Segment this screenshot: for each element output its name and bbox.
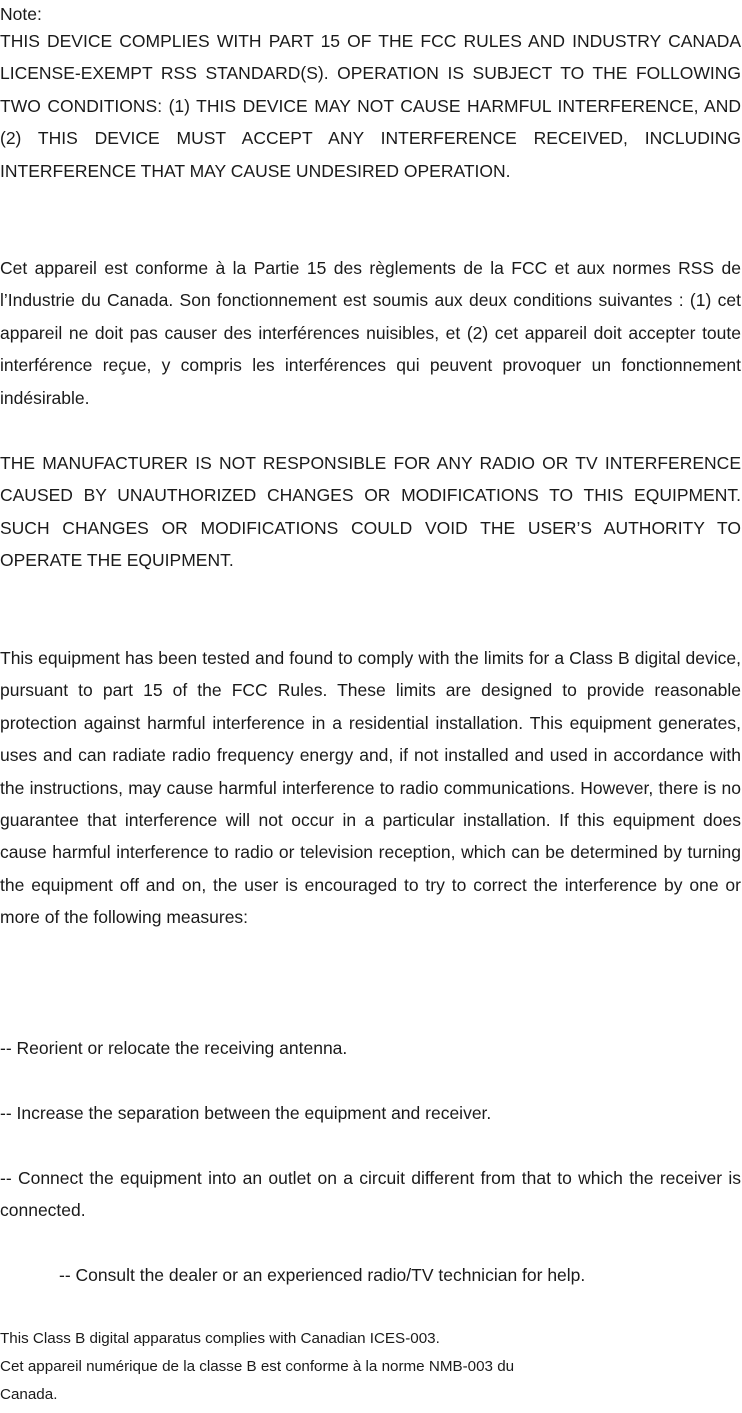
note-label: Note: <box>0 4 42 24</box>
measure-consult-dealer: -- Consult the dealer or an experienced radio/TV technician for help. <box>59 1265 586 1285</box>
ices-compliance-en: This Class B digital apparatus complies with Canadian ICES-003. <box>0 1330 440 1347</box>
measure-different-circuit: -- Connect the equipment into an outlet on a circuit different from that to which the receiver is connected. <box>0 1168 741 1221</box>
class-b-statement: This equipment has been tested and found to comply with the limits for a Class B digital device, pursuant to part 15 of the FCC Rules. These limits are designed to provide reasonable protection against harmful interference in a residential installation. This equipment generates, uses and can radiate radio frequency energy and, if not installed and used in accordance with the instructions, may cause harmful interference to radio communications. However, there is no guarantee that interference will not occur in a particular installation. If this equipment does cause harmful interference to radio or television reception, which can be determined by turning the equipment off and on, the user is encouraged to try to correct the interference by one or more of the following measures: <box>0 648 741 928</box>
ices-compliance-fr-line-1: Cet appareil numérique de la classe B est conforme à la norme NMB-003 du <box>0 1358 515 1375</box>
manufacturer-disclaimer: THE MANUFACTURER IS NOT RESPONSIBLE FOR ANY RADIO OR TV INTERFERENCE CAUSED BY UNAUTHORIZED CHANGES OR MODIFICATIONS TO THIS EQUIPMENT. SUCH CHANGES OR MODIFICATIONS COULD VOID THE USER’S AUTHORITY TO OPERATE THE EQUIPMENT. <box>0 453 741 571</box>
fcc-industry-canada-statement-en: THIS DEVICE COMPLIES WITH PART 15 OF THE FCC RULES AND INDUSTRY CANADA LICENSE-EXEMPT RSS STANDARD(S). OPERATION IS SUBJECT TO THE FOLLOWING TWO CONDITIONS: (1) THIS DEVICE MAY NOT CAUSE HARMFUL INTERFERENCE, AND (2) THIS DEVICE MUST ACCEPT ANY INTERFERENCE RECEIVED, INCLUDING INTERFERENCE THAT MAY CAUSE UNDESIRED OPERATION. <box>0 31 741 181</box>
measure-reorient-antenna: -- Reorient or relocate the receiving antenna. <box>0 1038 348 1058</box>
fcc-industry-canada-statement-fr: Cet appareil est conforme à la Partie 15 des règlements de la FCC et aux normes RSS de l’Industrie du Canada. Son fonctionnement est soumis aux deux conditions suivantes : (1) cet appareil ne doit pas causer des interférences nuisibles, et (2) cet appareil doit accepter toute interférence reçue, y compris les interférences qui peuvent provoquer un fonctionnement indésirable. <box>0 258 741 408</box>
measure-increase-separation: -- Increase the separation between the equipment and receiver. <box>0 1103 492 1123</box>
ices-compliance-fr-line-2: Canada. <box>0 1386 58 1403</box>
